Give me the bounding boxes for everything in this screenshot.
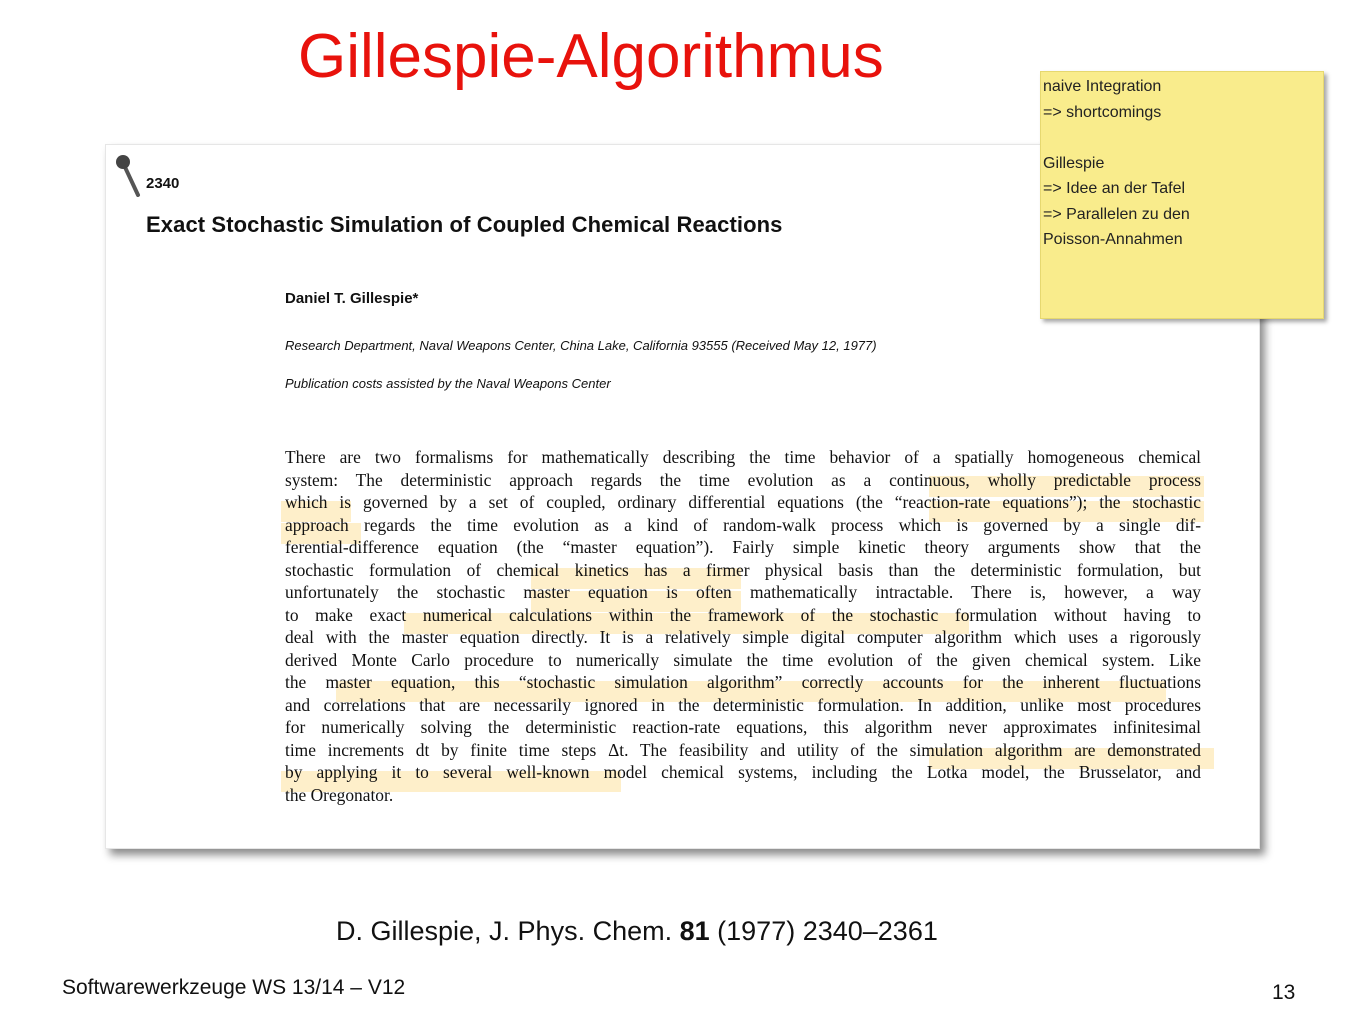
- abstract-line: for numerically solving the deterministic reaction-rate equations, this algorithm never approximates infinitesimal: [285, 717, 1201, 737]
- abstract-line: derived Monte Carlo procedure to numerically simulate the time evolution of the given chemical system. Like: [285, 649, 1201, 670]
- abstract-line: which is governed by a set of coupled, ordinary differential equations (the “reaction-rate equations”); the stochastic: [285, 492, 1201, 512]
- abstract-line: and correlations that are necessarily ignored in the deterministic formulation. In addition, unlike most procedures: [285, 694, 1201, 715]
- abstract-line: stochastic formulation of chemical kinetics has a firmer physical basis than the deterministic formulation, but: [285, 559, 1201, 580]
- pin-icon: [114, 153, 144, 197]
- abstract-line: system: The deterministic approach regards the time evolution as a continuous, wholly predictable process: [285, 469, 1201, 490]
- note-line: => shortcomings: [1043, 103, 1162, 121]
- slide-title: Gillespie-Algorithmus: [298, 22, 884, 91]
- abstract-line: by applying it to several well-known model chemical systems, including the Lotka model, the Brusselator, and: [285, 762, 1201, 782]
- note-line: => Parallelen zu den: [1043, 205, 1190, 223]
- paper-title: Exact Stochastic Simulation of Coupled Chemical Reactions: [146, 212, 783, 237]
- paper-affiliation: Research Department, Naval Weapons Center, China Lake, California 93555 (Received May 12, 1977): [285, 338, 877, 353]
- note-line: => Idee an der Tafel: [1043, 180, 1186, 197]
- abstract-line: There are two formalisms for mathematically describing the time behavior of a spatially homogeneous chemical: [285, 447, 1201, 467]
- abstract-line: approach regards the time evolution as a kind of random-walk process which is governed by a single dif-: [285, 514, 1201, 535]
- paper-publication-costs: Publication costs assisted by the Naval Weapons Center: [285, 376, 611, 391]
- slide-number: 13: [1272, 981, 1296, 1004]
- paper-page-number: 2340: [146, 175, 180, 192]
- abstract-line: unfortunately the stochastic master equation is often mathematically intractable. There is, however, a way: [285, 582, 1201, 602]
- paper-author: Daniel T. Gillespie*: [285, 290, 419, 307]
- note-line: naive Integration: [1043, 78, 1162, 95]
- paper-abstract: [285, 446, 1201, 806]
- sticky-note[interactable]: [1040, 71, 1324, 319]
- abstract-line: deal with the master equation directly. It is a relatively simple digital computer algorithm which uses a rigorously: [285, 627, 1201, 647]
- note-line: Gillespie: [1043, 154, 1105, 172]
- abstract-line: time increments dt by finite time steps Δt. The feasibility and utility of the simulation algorithm are demonstrated: [285, 739, 1201, 760]
- citation-volume: 81: [679, 916, 710, 946]
- note-line: Poisson-Annahmen: [1043, 231, 1183, 248]
- abstract-line: to make exact numerical calculations within the framework of the stochastic formulation without having to: [285, 604, 1201, 625]
- abstract-line: ferential-difference equation (the “master equation”). Fairly simple kinetic theory arguments show that the: [285, 537, 1201, 557]
- abstract-line: the Oregonator.: [285, 784, 394, 805]
- citation-prefix: D. Gillespie, J. Phys. Chem.: [336, 916, 680, 946]
- citation-suffix: (1977) 2340–2361: [709, 916, 938, 946]
- citation: [336, 916, 938, 947]
- sticky-note-body: [1041, 74, 1190, 253]
- note-line: [1041, 125, 1190, 151]
- slide-footer: Softwarewerkzeuge WS 13/14 – V12: [62, 976, 406, 999]
- abstract-line: the master equation, this “stochastic simulation algorithm” correctly accounts for the inherent fluctuations: [285, 672, 1201, 692]
